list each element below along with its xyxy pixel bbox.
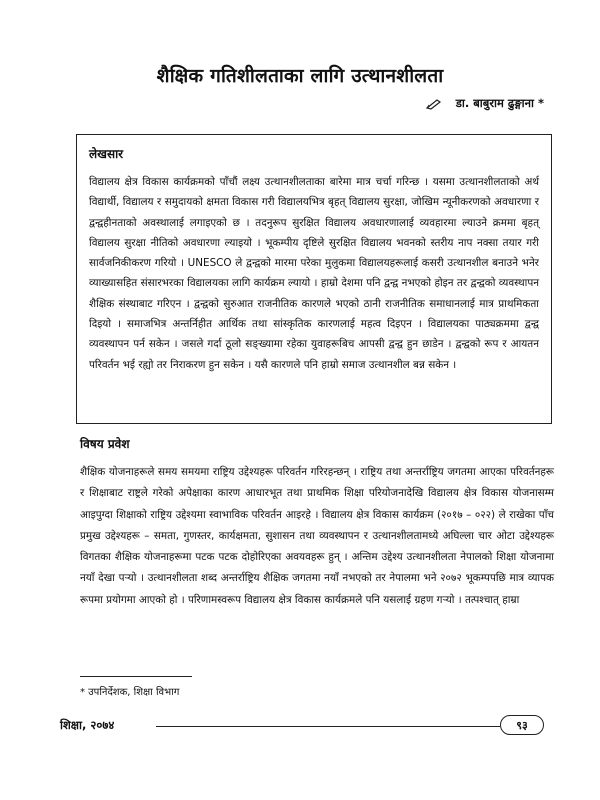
page-number: ९३ xyxy=(500,715,544,735)
author-name: डा. बाबुराम ढुङ्गाना * xyxy=(455,96,544,110)
abstract-heading: लेखसार xyxy=(89,147,124,161)
footnote-divider xyxy=(80,676,192,677)
section-body: शैक्षिक योजनाहरूले समय समयमा राष्ट्रिय उद्देश्यहरू परिवर्तन गरिरहन्छन् । राष्ट्रिय तथा अन्तर्राष्ट्रिय जगतमा आएका परिवर्तनहरू र शिक्षाबाट राष्ट्रले गरेको अपेक्षाका कारण आधारभूत तथा प्राथमिक शिक्षा परियोजनादेखि विद्यालय क्षेत्र विकास योजनासम्म आइपुग्दा शिक्षाको राष्ट्रिय उद्देश्यमा स्वाभाविक परिवर्तन आइरहे । विद्यालय क्षेत्र विकास कार्यक्रम (२०१७ – ०२२) ले राखेका पाँच प्रमुख उद्देश्यहरू – समता, गुणस्तर, कार्यक्षमता, सुशासन तथा व्यवस्थापन र उत्थानशीलतामध्ये अघिल्ला चार ओटा उद्देश्यहरू विगतका शैक्षिक योजनाहरूमा पटक पटक दोहोरिएका अवयवहरू हुन् । अन्तिम उद्देश्य उत्थानशीलता नेपालको शिक्षा योजनामा नयाँ देखा पऱ्यो । उत्थानशीलता शब्द अन्तर्राष्ट्रिय शैक्षिक जगतमा नयाँ नभएको तर नेपालमा भने २०७२ भूकम्पपछि मात्र व्यापक रूपमा प्रयोगमा आएको हो । परिणामस्वरूप विद्यालय क्षेत्र विकास कार्यक्रमले पनि यसलाई ग्रहण गऱ्यो । तत्पश्चात् हाम्रा xyxy=(80,466,554,606)
article-title: शैक्षिक गतिशीलताका लागि उत्थानशीलता xyxy=(156,65,444,87)
page-footer xyxy=(60,714,550,740)
footer-divider xyxy=(156,726,500,727)
footnote: * उपनिर्देशक, शिक्षा विभाग xyxy=(80,687,180,698)
section-heading: विषय प्रवेश xyxy=(80,437,130,451)
abstract-box xyxy=(76,134,552,424)
pen-icon xyxy=(426,98,442,110)
author-line xyxy=(426,96,544,111)
journal-label: शिक्षा, २०७४ xyxy=(60,718,115,732)
abstract-body: विद्यालय क्षेत्र विकास कार्यक्रमको पाँचौं लक्ष्य उत्थानशीलताका बारेमा मात्र चर्चा गरिन्छ । यसमा उत्थानशीलताको अर्थ विद्यार्थी, विद्यालय र समुदायको क्षमता विकास गरी विद्यालयभित्र बृहत् विद्यालय सुरक्षा, जोखिम न्यूनीकरणको अवधारणा र द्वन्द्वहीनताको अवस्थालाई लगाइएको छ । तदनुरूप सुरक्षित विद्यालय अवधारणालाई व्यवहारमा ल्याउने क्रममा बृहत् विद्यालय सुरक्षा नीतिको अवधारणा ल्याइयो । भूकम्पीय दृष्टिले सुरक्षित विद्यालय भवनको स्तरीय नाप नक्सा तयार गरी सार्वजनिकीकरण गरियो । UNESCO ले द्वन्द्वको मारमा परेका मुलुकमा विद्यालयहरूलाई कसरी उत्थानशील बनाउने भनेर व्याख्यासहित संसारभरका विद्यालयका लागि कार्यक्रम ल्यायो । हाम्रो देशमा पनि द्वन्द्व नभएको होइन तर द्वन्द्वको व्यवस्थापन शैक्षिक संस्थाबाट गरिएन । द्वन्द्वको सुरुआत राजनीतिक कारणले भएको ठानी राजनीतिक समाधानलाई मात्र प्राथमिकता दिइयो । समाजभित्र अन्तर्निहीत आर्थिक तथा सांस्कृतिक कारणलाई महत्व दिइएन । विद्यालयका पाठ्यक्रममा द्वन्द्व व्यवस्थापन पर्न सकेन । जसले गर्दा ठूलो सङ्ख्यामा रहेका युवाहरूबिच आपसी द्वन्द्व हुन छाडेन । द्वन्द्वको रूप र आयतन परिवर्तन भई रह्यो तर निराकरण हुन सकेन । यसै कारणले पनि हाम्रो समाज उत्थानशील बन्न सकेन । xyxy=(89,176,539,371)
